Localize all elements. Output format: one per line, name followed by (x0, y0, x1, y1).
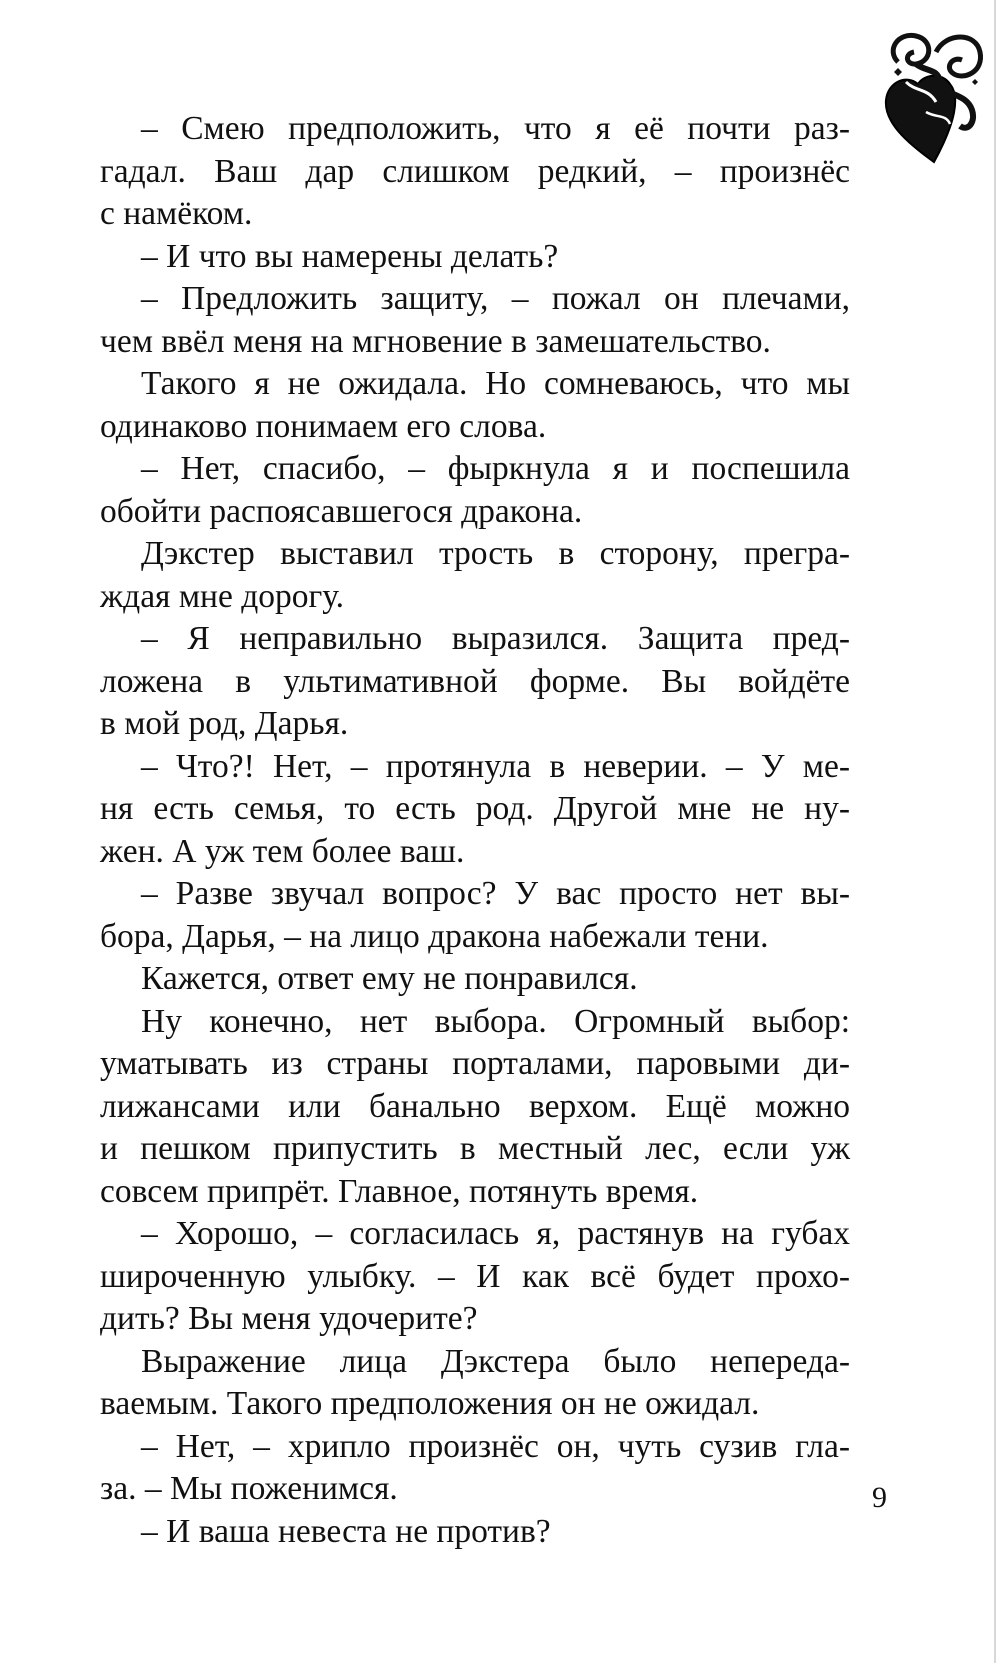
text-line: дить? Вы меня удочерите? (100, 1300, 478, 1337)
text-line: ваемым. Такого предположения он не ожидал. (100, 1385, 760, 1422)
text-line: лижансами или банально верхом. Ещё можно (100, 1087, 850, 1125)
text-line: – Я неправильно выразился. Защита пред- (141, 620, 850, 657)
text-line: Выражение лица Дэкстера было непереда- (141, 1342, 850, 1380)
text-line: – Что?! Нет, – протянула в неверии. – У ме- (141, 747, 850, 785)
text-line: ложена в ультимативной форме. Вы войдёте (100, 662, 850, 700)
text-line: гадал. Ваш дар слишком редкий, – произнёс (100, 152, 850, 190)
text-line: – И ваша невеста не против? (141, 1512, 551, 1550)
text-line: – Нет, спасибо, – фыркнула я и поспешила (141, 450, 850, 487)
page-number: 9 (872, 1481, 887, 1514)
text-line: Дэкстер выставил трость в сторону, прегра- (141, 535, 850, 572)
text-line: – И что вы намерены делать? (141, 237, 559, 275)
heart-serpent-ornament-icon (876, 22, 992, 172)
page-edge-shadow (994, 0, 996, 1663)
text-line: совсем припрёт. Главное, потянуть время. (100, 1172, 699, 1210)
text-line: – Предложить защиту, – пожал он плечами, (141, 280, 850, 317)
text-line: жен. А уж тем более ваш. (100, 832, 465, 870)
text-line: за. – Мы поженимся. (100, 1470, 398, 1507)
text-line: обойти распоясавшегося дракона. (100, 492, 583, 530)
text-line: Кажется, ответ ему не понравился. (141, 960, 638, 997)
text-line: ня есть семья, то есть род. Другой мне не ну- (100, 790, 850, 827)
text-line: с намёком. (100, 195, 253, 232)
text-line: ждая мне дорогу. (100, 577, 345, 615)
text-line: в мой род, Дарья. (100, 705, 349, 742)
text-line: – Хорошо, – согласилась я, растянув на губах (141, 1215, 850, 1252)
text-line: Такого я не ожидала. Но сомневаюсь, что мы (141, 365, 850, 402)
text-line: Ну конечно, нет выбора. Огромный выбор: (141, 1002, 850, 1040)
text-line: и пешком припустить в местный лес, если уж (100, 1130, 850, 1167)
text-line: уматывать из страны порталами, паровыми ди- (100, 1045, 850, 1082)
text-line: широченную улыбку. – И как всё будет прохо- (100, 1257, 850, 1295)
text-line: – Разве звучал вопрос? У вас просто нет вы- (141, 875, 850, 912)
text-line: – Смею предположить, что я её почти раз- (141, 110, 850, 147)
text-line: чем ввёл меня на мгновение в замешательство. (100, 322, 771, 360)
text-line: одинаково понимаем его слова. (100, 407, 547, 445)
text-line: – Нет, – хрипло произнёс он, чуть сузив гла- (141, 1427, 850, 1465)
text-line: бора, Дарья, – на лицо дракона набежали тени. (100, 917, 769, 955)
body-text (100, 108, 850, 1553)
